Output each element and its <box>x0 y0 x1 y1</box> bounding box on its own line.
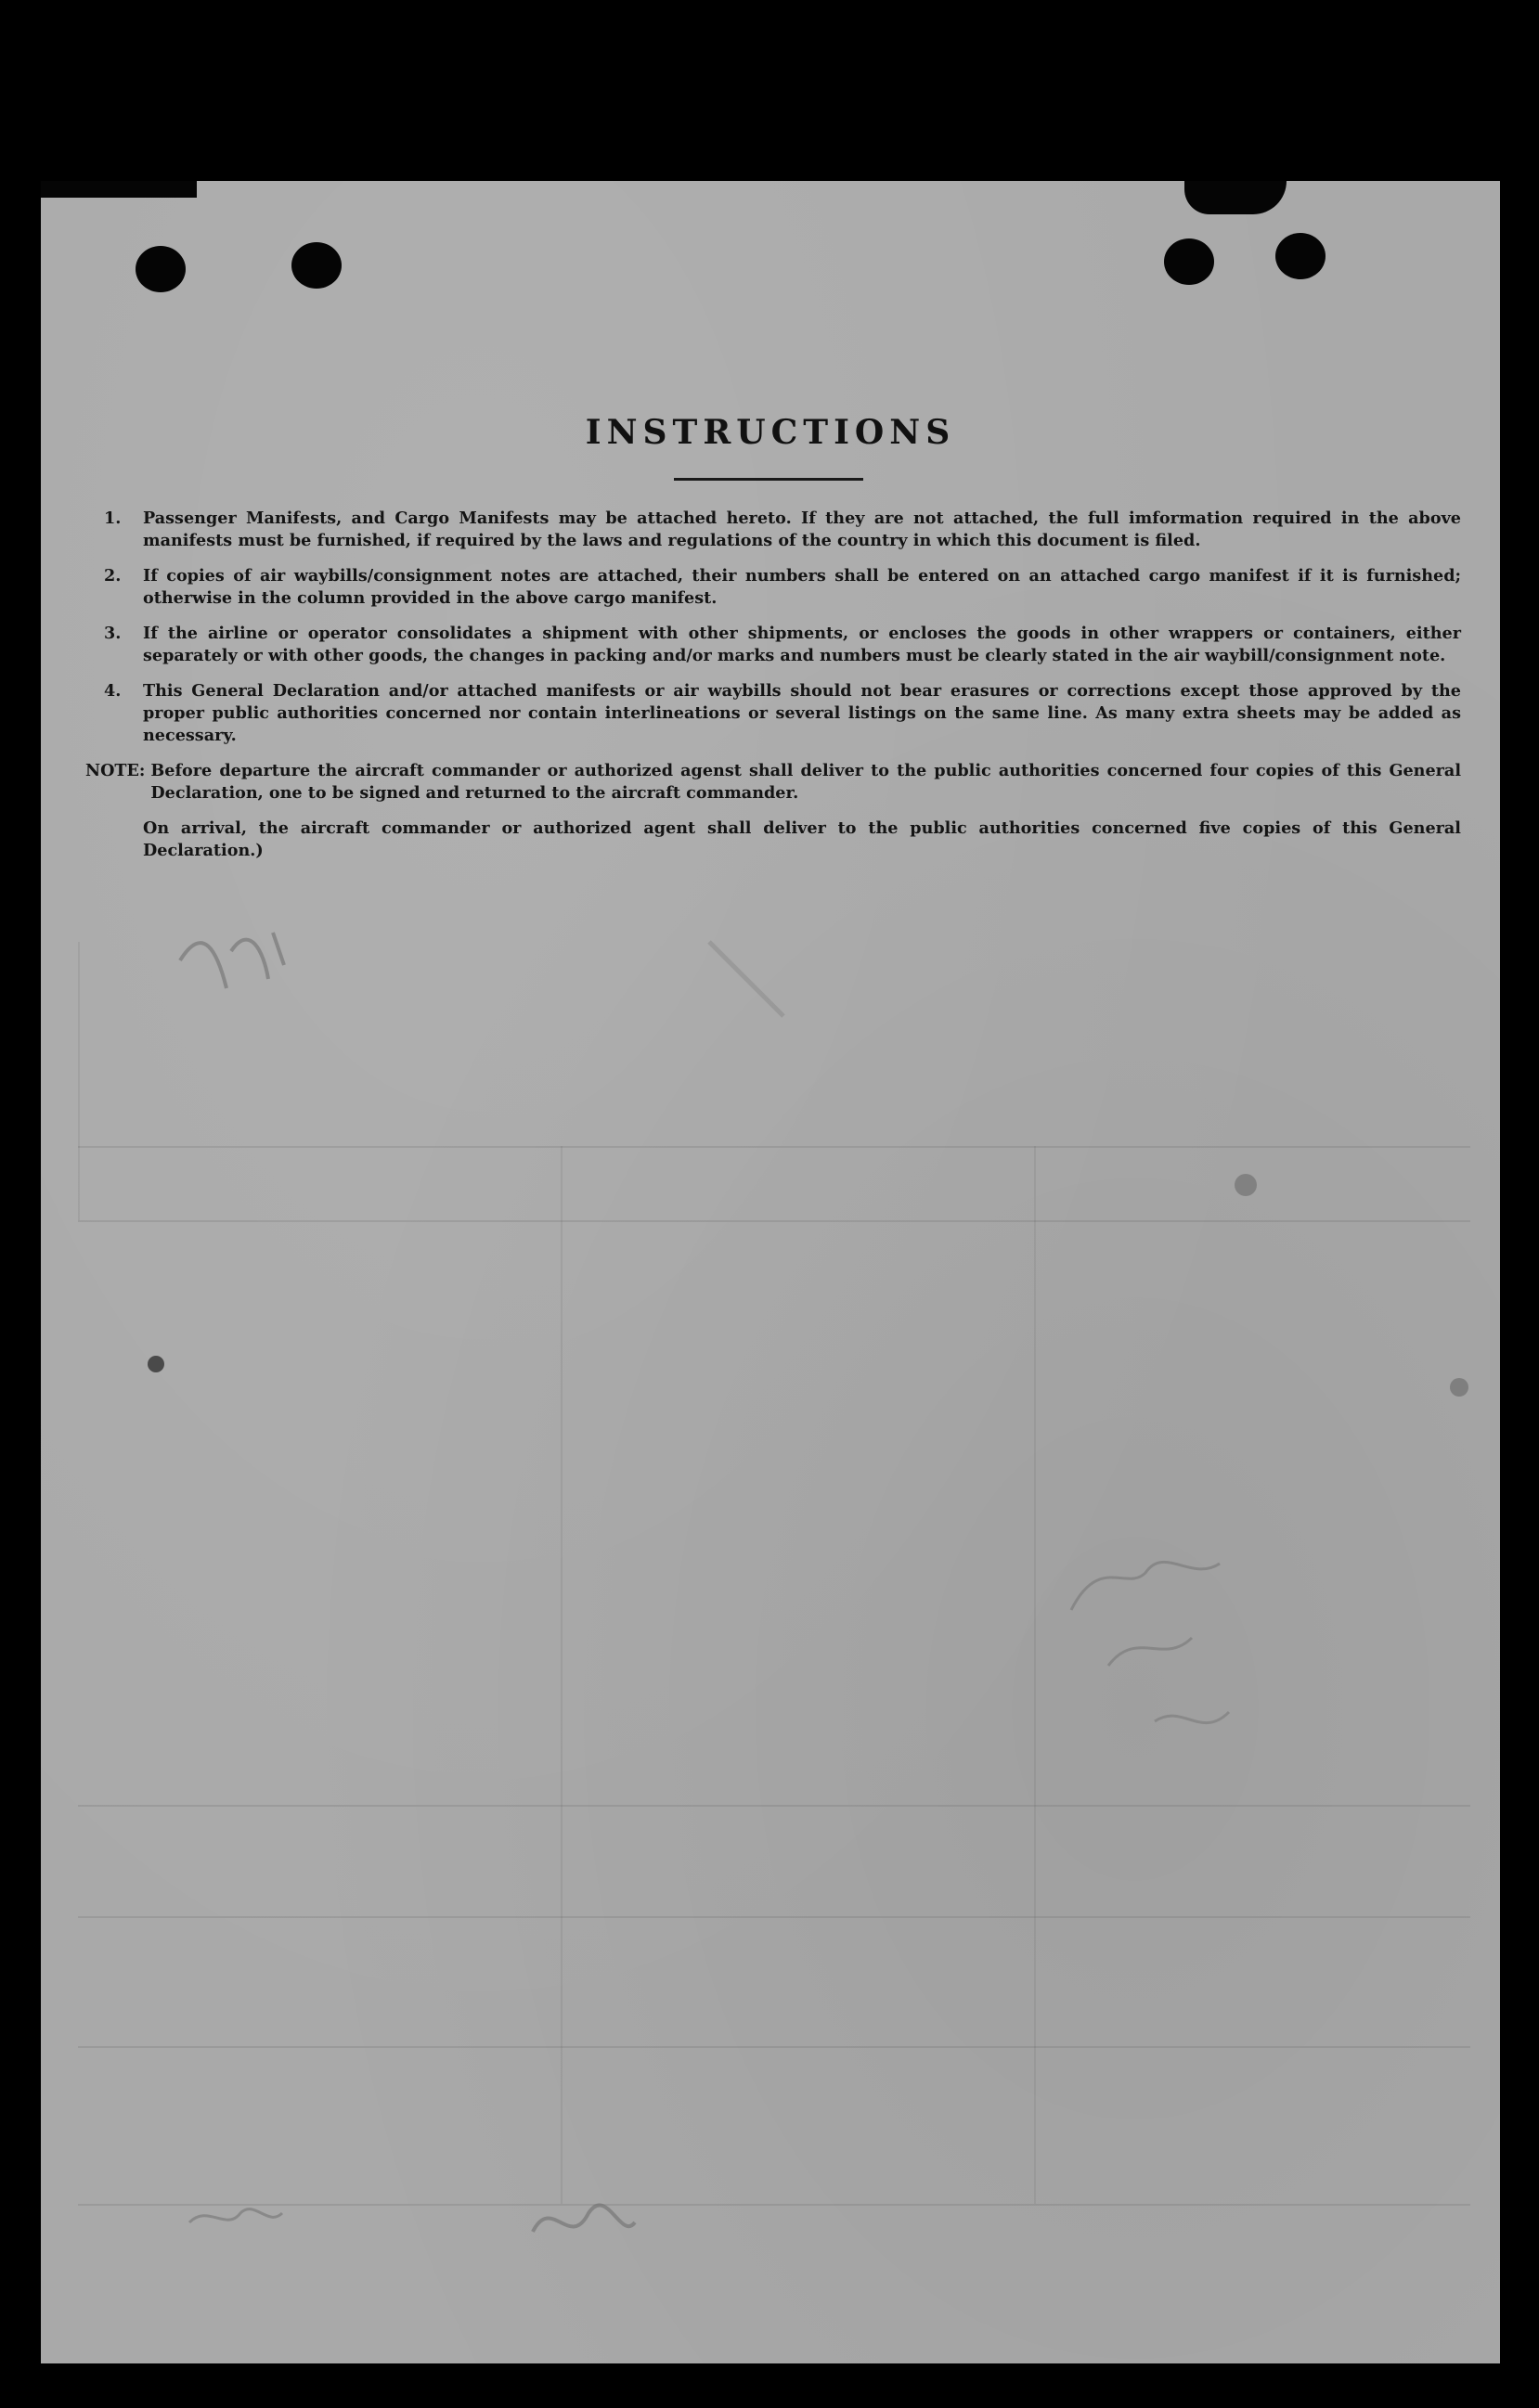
note-arrival-text: On arrival, the aircraft commander or authorized agent shall deliver to the public authorities concerned five copies of this General Declaration.) <box>143 818 1461 860</box>
instruction-number: 4. <box>104 681 122 701</box>
instruction-text: If copies of air waybills/consignment notes are attached, their numbers shall be entered on an attached cargo manifest if it is furnished; otherwise in the column provided in the above cargo manifest. <box>143 566 1461 608</box>
instruction-number: 2. <box>104 566 122 586</box>
instruction-number: 3. <box>104 624 122 643</box>
note-block <box>85 760 1461 805</box>
instruction-item <box>104 623 1461 667</box>
instruction-item <box>104 565 1461 610</box>
paper-sheet <box>41 181 1500 2363</box>
instruction-text: This General Declaration and/or attached manifests or air waybills should not bear erasures or corrections except those approved by the proper public authorities concerned nor contain interlineations or several listings on the same line. As many extra sheets may be added as necessary. <box>143 681 1461 745</box>
instruction-item <box>104 508 1461 552</box>
instructions-heading: INSTRUCTIONS <box>585 413 956 452</box>
instruction-text: If the airline or operator consolidates a shipment with other shipments, or encloses the goods in other wrappers or containers, either separately or with other goods, the changes in packing and/or marks and numbers must be clearly stated in the air waybill/consignment note. <box>143 624 1461 665</box>
instruction-number: 1. <box>104 509 122 528</box>
heading-underline <box>674 478 863 481</box>
instructions-list <box>85 508 1461 862</box>
note-label: NOTE: <box>85 761 146 780</box>
note-departure-text: Before departure the aircraft commander or authorized agenst shall deliver to the public authorities concerned four copies of this General Declaration, one to be signed and returned to the aircraft commander. <box>150 761 1461 803</box>
instruction-text: Passenger Manifests, and Cargo Manifests may be attached hereto. If they are not attached, the full imformation required in the above manifests must be furnished, if required by the laws and regulations of the country in which this document is filed. <box>143 509 1461 550</box>
instruction-item <box>104 680 1461 747</box>
